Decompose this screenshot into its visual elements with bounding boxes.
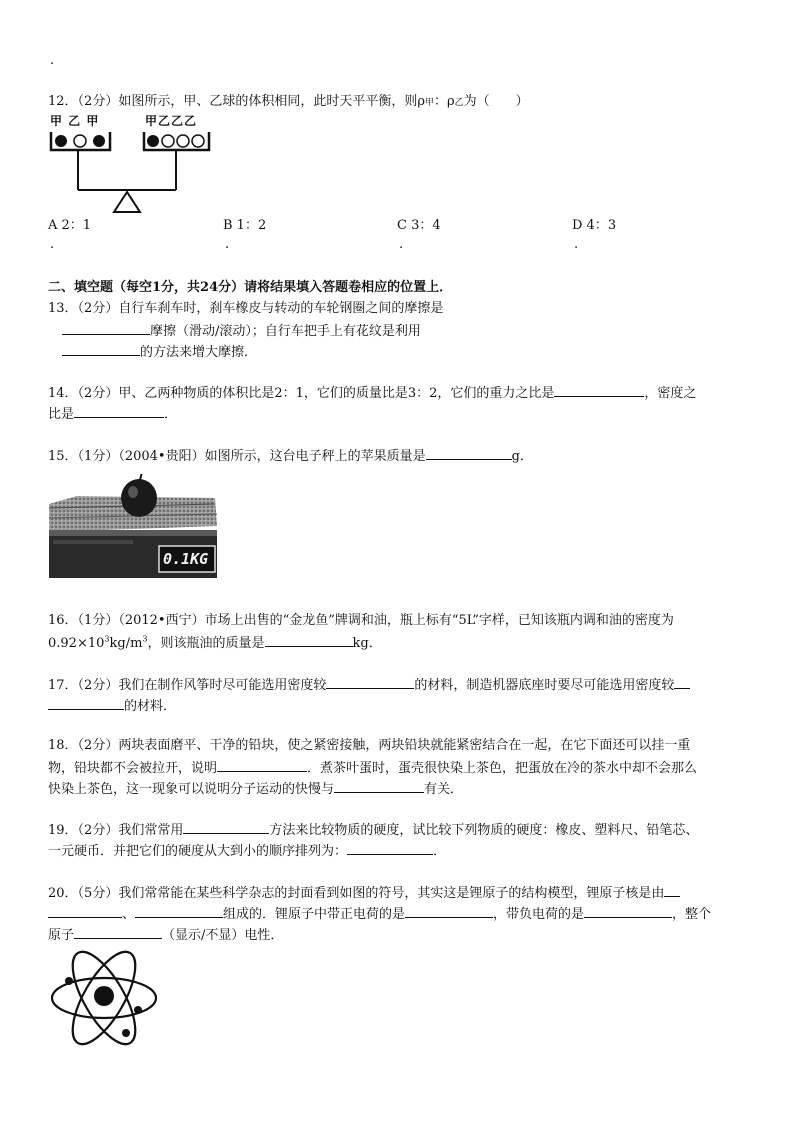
q20-blank-1a[interactable]: [664, 884, 680, 897]
q19-b: 方法来比较物质的硬度，试比较下列物质的硬度：橡皮、塑料尺、铅笔芯、: [269, 823, 699, 838]
q17-b: 的材料，制造机器底座时要尽可能选用密度较: [414, 678, 675, 693]
option-d-dot: .: [574, 237, 579, 252]
option-a-dot: .: [50, 237, 55, 252]
q20-line1-text: 20．（5分）我们常常能在某些科学杂志的封面看到如图的符号，其实这是锂原子的结构模型，锂原子核是由: [48, 886, 665, 901]
question-12: [48, 94, 529, 111]
q20-line1: [48, 884, 680, 902]
q14-blank-1[interactable]: [554, 384, 644, 397]
q20-blank-2[interactable]: [135, 905, 223, 918]
balance-left-label: 甲 乙 甲: [50, 114, 100, 128]
q18-c: 快染上茶色，这一现象可以说明分子运动的快慢与: [48, 782, 335, 797]
scale-photo: [47, 474, 219, 580]
q13-line2: [62, 322, 421, 340]
q20-line2: [48, 905, 711, 923]
q19-line2: [48, 842, 446, 860]
q16-c: ，则该瓶油的质量是: [147, 636, 265, 651]
option-d: D 4：3: [572, 218, 617, 233]
q20-b: 组成的．锂原子中带正电荷的是: [223, 907, 406, 922]
option-c: C 3：4: [397, 218, 441, 233]
q18-a: 物，铅块都不会被拉开，说明: [48, 761, 218, 776]
q17-blank-2b[interactable]: [48, 697, 124, 710]
q15-unit: g．: [511, 449, 533, 464]
q17-blank-2a[interactable]: [674, 676, 690, 689]
q19-blank-2[interactable]: [347, 842, 433, 855]
q12-sub-yi: 乙: [454, 98, 464, 108]
electron-3: [122, 1029, 130, 1037]
lithium-atom-figure: [48, 948, 160, 1048]
stray-dot: .: [50, 53, 55, 68]
q20-d: ，整个: [672, 907, 712, 922]
balance-diagram: [48, 112, 218, 216]
q18-blank-2[interactable]: [334, 780, 424, 793]
q14-line2-a: 比是: [48, 407, 75, 422]
q20-blank-5[interactable]: [74, 926, 162, 939]
q20-blank-3[interactable]: [405, 905, 493, 918]
q16-line2: [48, 634, 382, 652]
q17-line1: [48, 676, 690, 694]
q17-a: 17．（2分）我们在制作风筝时尽可能选用密度较: [48, 678, 327, 693]
q15-text: 15．（1分）（2004•贵阳）如图所示，这台电子秤上的苹果质量是: [48, 449, 426, 464]
q20-f: （显示/不显）电性．: [162, 928, 284, 943]
q16-d: kg．: [352, 636, 382, 651]
q13-line3-text: 的方法来增大摩擦．: [140, 345, 258, 360]
balance-figure: [48, 112, 218, 216]
q16-b: kg/m: [109, 636, 143, 651]
q18-blank-1[interactable]: [217, 759, 307, 772]
q20-blank-1b[interactable]: [48, 905, 122, 918]
q16-a: 0.92×10: [48, 636, 105, 651]
q17-blank-1[interactable]: [326, 676, 414, 689]
q14-line2-b: ．: [164, 407, 178, 422]
q18-d: 有关．: [424, 782, 464, 797]
q20-c: ，带负电荷的是: [493, 907, 585, 922]
q12-text: 12．（2分）如图所示，甲、乙球的体积相同，此时天平平衡，则ρ: [48, 94, 425, 109]
electron-1: [65, 977, 73, 985]
option-b: B 1：2: [223, 218, 267, 233]
q19-a: 19．（2分）我们常常用: [48, 823, 184, 838]
q18-line3: [48, 780, 463, 798]
q12-tail: 为（ ）: [463, 94, 529, 109]
q13-line2-text: 摩擦（滑动/滚动）；自行车把手上有花纹是利用: [150, 324, 421, 339]
option-b-dot: .: [225, 237, 230, 252]
q14-line2: [48, 405, 177, 423]
q19-c: 一元硬币．并把它们的硬度从大到小的顺序排列为：: [48, 844, 348, 859]
q13-line3: [62, 343, 257, 361]
q16-sup2: 3: [142, 634, 148, 644]
electron-2: [134, 1006, 142, 1014]
q16-blank[interactable]: [265, 634, 353, 647]
q17-line2: [48, 697, 176, 715]
q19-blank-1[interactable]: [183, 821, 269, 834]
q17-line2-text: 的材料．: [124, 699, 177, 714]
balance-right-label: 甲乙乙乙: [145, 114, 198, 128]
q20-blank-4[interactable]: [584, 905, 672, 918]
q14-line1: [48, 384, 696, 402]
q14-line1-a: 14．（2分）甲、乙两种物质的体积比是2：1，它们的质量比是3：2，它们的重力之比是: [48, 386, 555, 401]
q20-line3: [48, 926, 283, 944]
atom-nucleus: [94, 986, 114, 1006]
q19-d: ．: [433, 844, 447, 859]
q18-b: ．煮茶叶蛋时，蛋壳很快染上茶色，把蛋放在冷的茶水中却不会那么: [307, 761, 698, 776]
scale-display-readout: 0.1KG: [163, 550, 209, 568]
q19-line1: [48, 821, 698, 839]
section-2-heading: 二、填空题（每空1分，共24分）请将结果填入答题卷相应的位置上．: [48, 280, 453, 295]
q20-a: 、: [122, 907, 136, 922]
q15-line: [48, 447, 533, 465]
option-c-dot: .: [399, 237, 404, 252]
q13-line1: 13．（2分）自行车刹车时，刹车橡皮与转动的车轮钢圈之间的摩擦是: [48, 301, 444, 316]
q20-e: 原子: [48, 928, 75, 943]
q16-line1: 16．（1分）（2012•西宁）市场上出售的“金龙鱼”牌调和油，瓶上标有“5L”字样，已知该瓶内调和油的密度为: [48, 613, 674, 628]
q18-line2: [48, 759, 697, 777]
q14-blank-2[interactable]: [74, 405, 164, 418]
q13-blank-1[interactable]: [62, 322, 150, 335]
q18-line1: 18．（2分）两块表面磨平、干净的铅块，使之紧密接触，两块铅块就能紧密结合在一起，在它下面还可以挂一重: [48, 738, 691, 753]
q14-line1-b: ，密度之: [644, 386, 697, 401]
q12-mid: ：ρ: [433, 94, 455, 109]
option-a: A 2：1: [48, 218, 92, 233]
q12-sub-jia: 甲: [424, 98, 434, 108]
q15-blank[interactable]: [426, 447, 512, 460]
q16-sup1: 3: [104, 634, 110, 644]
q13-blank-2[interactable]: [62, 343, 140, 356]
